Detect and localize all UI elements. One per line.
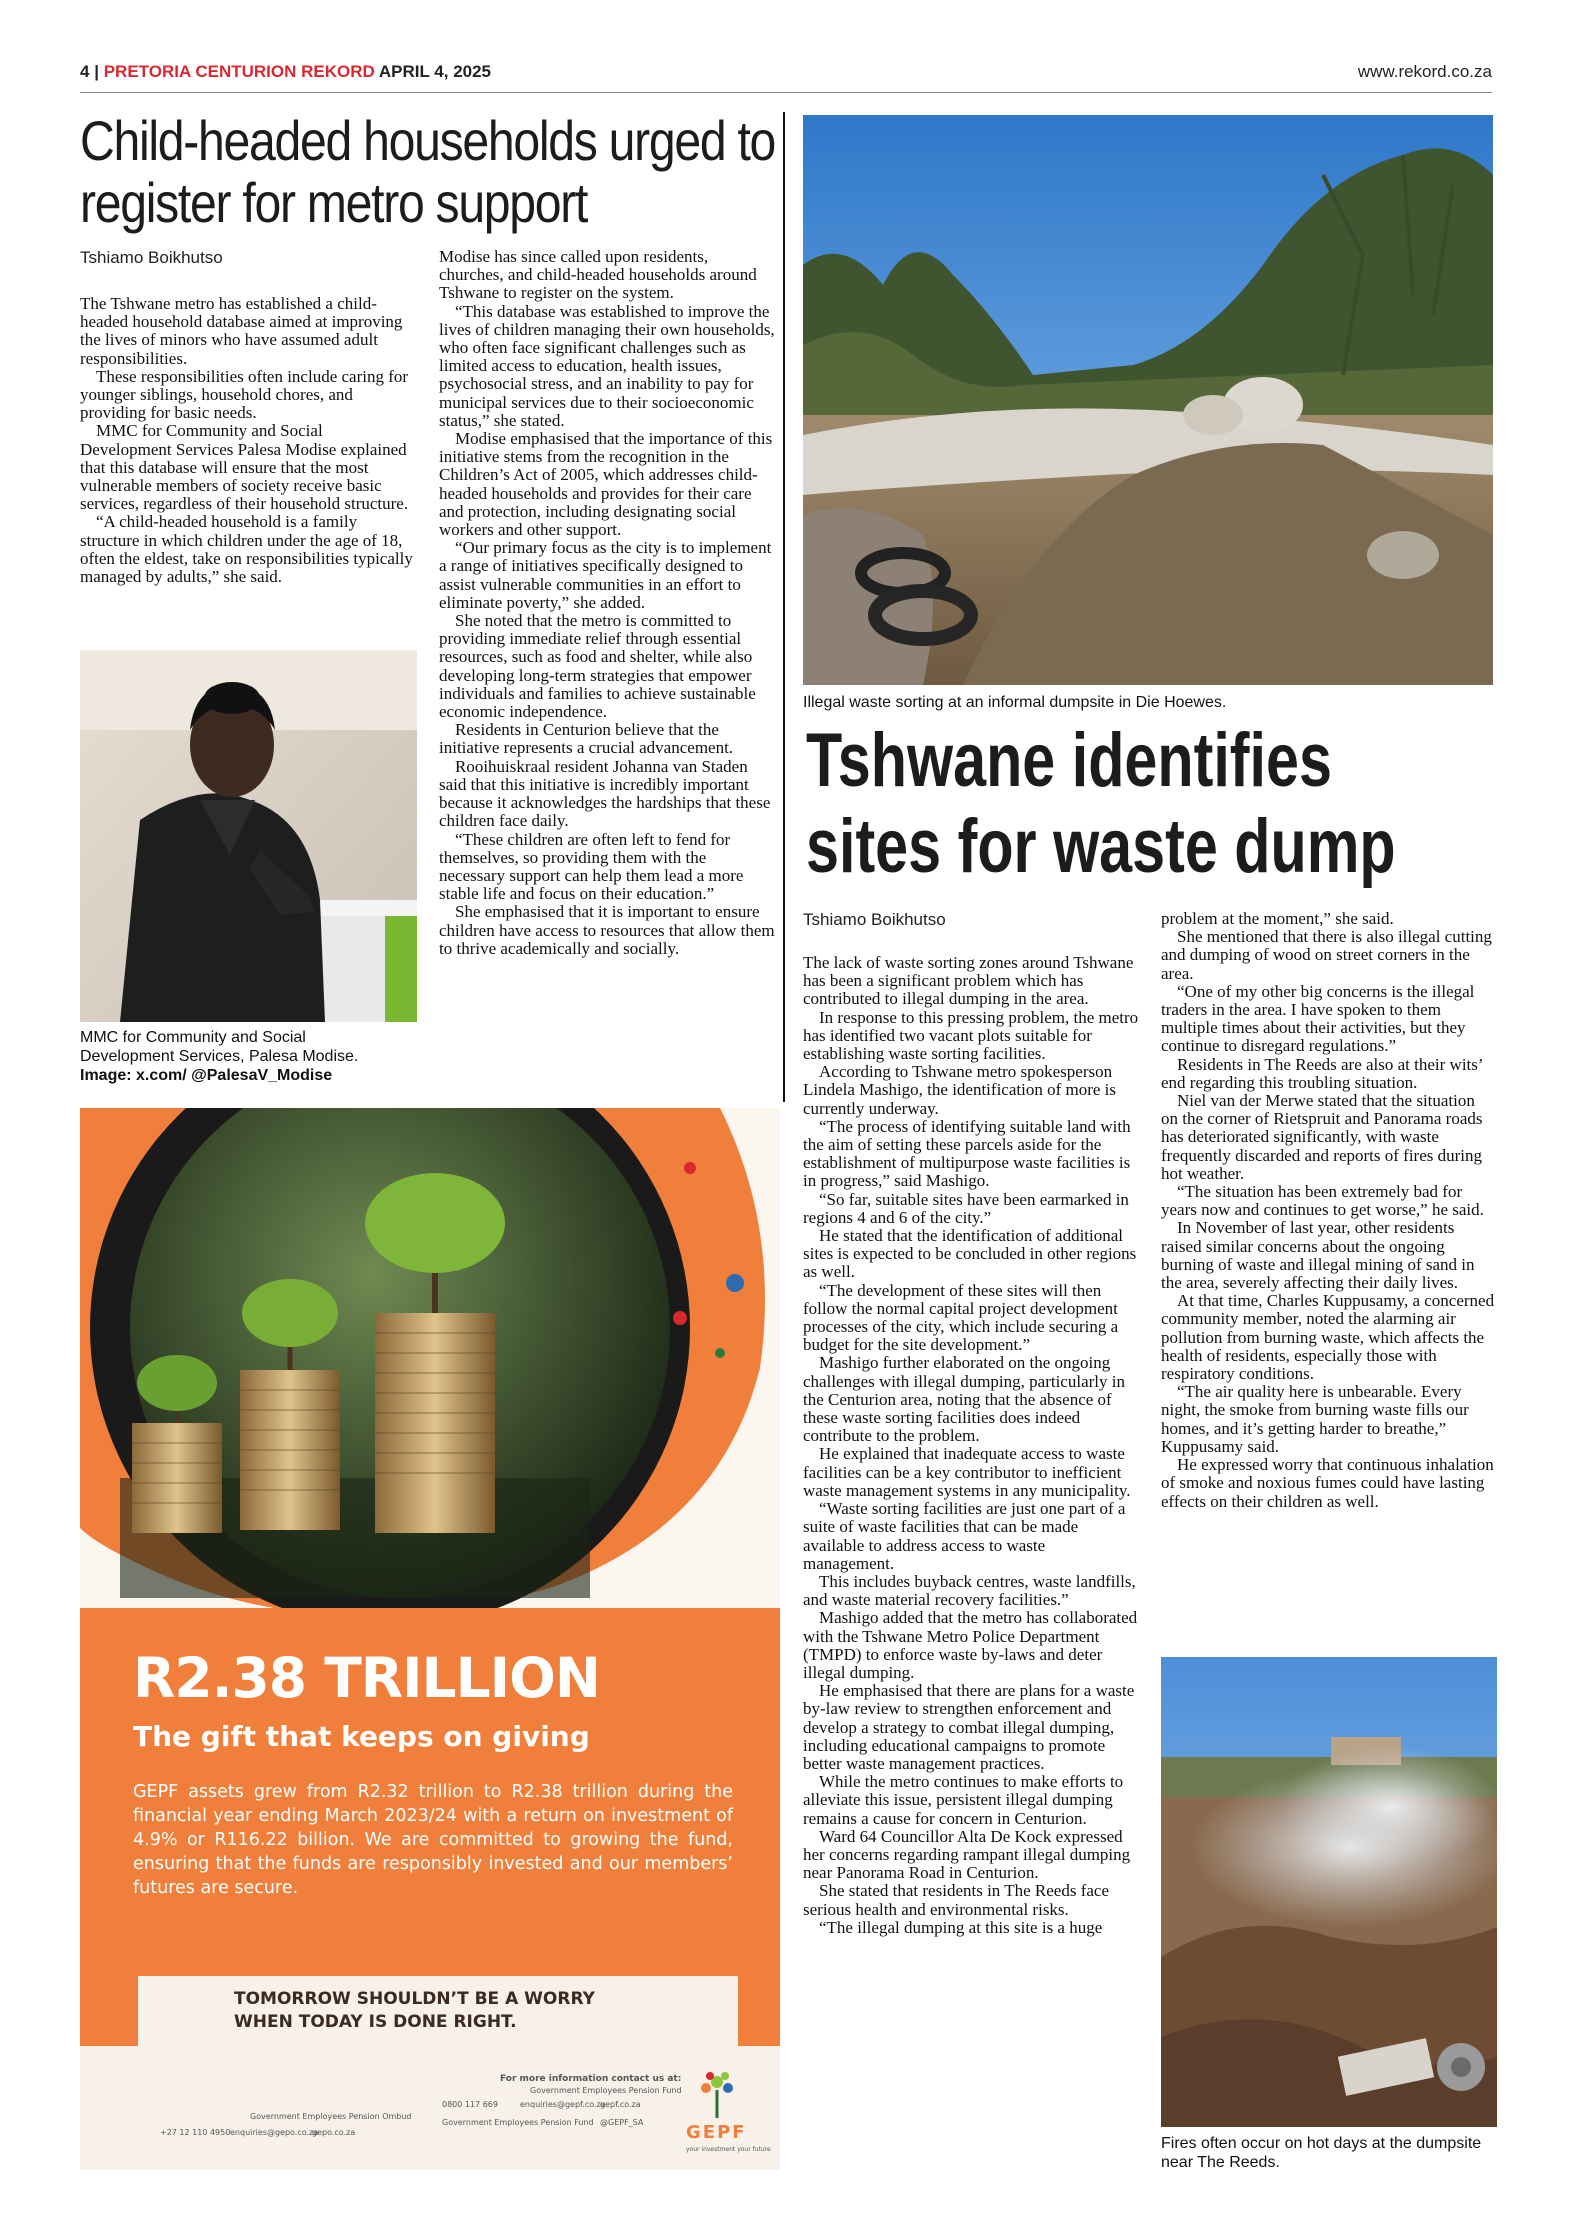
phone-left[interactable]: +27 12 110 4950 (160, 2128, 231, 2137)
fire-dumpsite-photo (1161, 1657, 1497, 2127)
issue-date: APRIL 4, 2025 (378, 62, 492, 81)
website-url[interactable]: www.rekord.co.za (1357, 62, 1492, 81)
dumpsite-photo-caption: Illegal waste sorting at an informal dumpsite in Die Hoewes. (803, 694, 1227, 711)
paragraph: He stated that the identification of additional sites is expected to be concluded in other regions as well. (803, 1226, 1137, 1282)
ad-headline: R2.38 TRILLION (133, 1646, 600, 1710)
gepf-advertisement[interactable] (80, 1108, 780, 2170)
ombud-name: Government Employees Pension Ombud (250, 2112, 412, 2121)
paragraph: Modise emphasised that the importance of this initiative stems from the recognition in the Children’s Act of 2005, which addresses child-headed households and provides for their care and protection, including designating social workers and other support. (439, 429, 773, 540)
facebook-handle[interactable]: Government Employees Pension Fund (442, 2118, 594, 2127)
column-divider (783, 112, 785, 1102)
paragraph: problem at the moment,” she said. (1161, 909, 1394, 928)
gepf-tagline: your investment your future (686, 2146, 771, 2153)
paragraph: He emphasised that there are plans for a waste by-law review to strengthen enforcement and develop a strategy to combat illegal dumping, including educational campaigns to promote better waste management practices. (803, 1681, 1135, 1773)
paragraph: “These children are often left to fend for themselves, so providing them with the necessary support can help them lead a more stable life and focus on their education.” (439, 829, 744, 904)
ad-contact-footer (80, 2046, 780, 2170)
paragraph: MMC for Community and Social Development Services Palesa Modise explained that this database will ensure that the most vulnerable members of society receive basic services, regardless of their household structure. (80, 421, 409, 514)
masthead-rule (80, 92, 1492, 93)
paragraph: “One of my other big concerns is the illegal traders in the area. I have spoken to them multiple times about their activities, but they continue to disregard regulations.” (1161, 981, 1475, 1056)
paragraph: The Tshwane metro has established a child-headed household database aimed at improving the lives of minors who have assumed adult responsibilities. (80, 294, 403, 368)
paragraph: Mashigo added that the metro has collaborated with the Tshwane Metro Police Department (TMPD) to enforce waste by-laws and deter illegal dumping. (803, 1608, 1138, 1682)
paragraph: He explained that inadequate access to waste facilities can be a key contributor to inefficient waste management systems in any municipality. (803, 1444, 1131, 1500)
social-handle[interactable]: @GEPF_SA (600, 2118, 644, 2127)
ad-body-text: GEPF assets grew from R2.32 trillion to R2.38 trillion during the financial year ending March 2023/24 with a return on investment of 4.9% or R116.22 billion. We are committed to growing the fund, ensuring that the funds are responsibly invested and our members’ futures are secure. (133, 1782, 733, 1898)
web-left[interactable]: gepo.co.za (312, 2128, 356, 2137)
headline-line: Tshwane identifies (806, 718, 1332, 803)
paragraph: “Our primary focus as the city is to implement a range of initiatives specifically designed to assist vulnerable communities in an effort to eliminate poverty,” she added. (439, 538, 772, 612)
paragraph: “This database was established to improve the lives of children managing their own households, who often face significant challenges such as limited access to education, health issues, psychosocial stress, and an inability to pay for municipal services due to their socioeconomic status,” she stated. (439, 301, 775, 430)
gepf-tree-icon (692, 2068, 742, 2118)
article2-headline (806, 718, 1508, 890)
paragraph: While the metro continues to make efforts to alleviate this issue, persistent illegal dumping remains a cause for concern in Centurion. (803, 1772, 1124, 1828)
paragraph: According to Tshwane metro spokesperson Lindela Mashigo, the identification of more is currently underway. (803, 1062, 1117, 1118)
caption-line: MMC for Community and Social (80, 1029, 306, 1046)
contact-org: Government Employees Pension Fund (530, 2086, 682, 2095)
paragraph: He expressed worry that continuous inhalation of smoke and noxious fumes could have lasting effects on their children as well. (1161, 1455, 1494, 1511)
paragraph: Rooihuiskraal resident Johanna van Staden said that this initiative is incredibly important because it acknowledges the hardships that these children face daily. (439, 756, 771, 831)
paragraph: “Waste sorting facilities are just one part of a suite of waste facilities that can be made available to address access to waste management. (803, 1499, 1126, 1573)
slogan-line: WHEN TODAY IS DONE RIGHT. (234, 2012, 517, 2032)
palesa-modise-photo (80, 650, 417, 1022)
paragraph: “The development of these sites will then follow the normal capital project development processes of the city, which include securing a budget for the site development.” (803, 1280, 1119, 1355)
article1-photo-caption (80, 1028, 420, 1085)
paragraph: Ward 64 Councillor Alta De Kock expressed her concerns regarding rampant illegal dumping near Panorama Road in Centurion. (803, 1826, 1131, 1883)
paragraph: Residents in Centurion believe that the initiative represents a crucial advancement. (439, 720, 734, 758)
dumpsite-photo (803, 115, 1493, 685)
email-right[interactable]: enquiries@gepf.co.za (520, 2100, 606, 2109)
page-number: 4 (80, 62, 90, 81)
paragraph: She mentioned that there is also illegal cutting and dumping of wood on street corners in the area. (1161, 927, 1492, 983)
email-left[interactable]: enquiries@gepo.co.za (230, 2128, 319, 2137)
phone-right[interactable]: 0800 117 669 (442, 2100, 498, 2109)
ad-image-area (80, 1108, 780, 1608)
paragraph: She stated that residents in The Reeds face serious health and environmental risks. (803, 1881, 1110, 1919)
gepf-logo-text: GEPF (686, 2122, 747, 2143)
page-folio (80, 62, 491, 82)
slogan-line: TOMORROW SHOULDN’T BE A WORRY (234, 1989, 595, 2009)
fire-photo-caption: Fires often occur on hot days at the dumpsite near The Reeds. (1161, 2135, 1482, 2171)
paragraph: “The illegal dumping at this site is a huge (819, 1917, 1103, 1937)
article2-byline: Tshiamo Boikhutso (803, 910, 946, 929)
article1-column-2 (439, 248, 775, 958)
paragraph: She emphasised that it is important to ensure children have access to resources that allow them to thrive academically and socially. (439, 902, 775, 958)
paragraph: In response to this pressing problem, the metro has identified two vacant plots suitable for establishing waste sorting facilities. (803, 1007, 1139, 1064)
paragraph: This includes buyback centres, waste landfills, and waste material recovery facilities.” (803, 1571, 1136, 1610)
paragraph: Mashigo further elaborated on the ongoing challenges with illegal dumping, particularly in the Centurion area, noting that the absence of these waste sorting facilities does indeed contribute to the problem. (803, 1353, 1125, 1446)
article1-headline: Child-headed households urged to register for metro support (80, 109, 776, 234)
article2-column-2 (1161, 910, 1495, 1511)
paragraph: She noted that the metro is committed to providing immediate relief through essential resources, such as food and shelter, while also developing long-term strategies that empower individuals and families to achieve sustainable economic independence. (439, 611, 756, 722)
paragraph: “So far, suitable sites have been earmarked in regions 4 and 6 of the city.” (803, 1189, 1129, 1227)
ad-slogan-banner (138, 1976, 738, 2046)
paragraph: “The situation has been extremely bad for years now and continues to get worse,” he said. (1161, 1182, 1484, 1220)
paragraph: “The process of identifying suitable land with the aim of setting these parcels aside for the establishment of multipurpose waste facilities is in progress,” said Mashigo. (803, 1116, 1131, 1191)
web-right[interactable]: gepf.co.za (600, 2100, 641, 2109)
paragraph: At that time, Charles Kuppusamy, a concerned community member, noted the alarming air pollution from burning waste, which affects the health of residents, especially those with respiratory conditions. (1161, 1291, 1495, 1384)
article2-column-1 (803, 954, 1139, 1937)
article1-column-1 (80, 295, 414, 586)
paragraph: In November of last year, other residents raised similar concerns about the ongoing burning of waste and illegal mining of sand in the area, severely affecting their daily lives. (1161, 1218, 1475, 1293)
paragraph: “A child-headed household is a family structure in which children under the age of 18, often the eldest, take on responsibilities typically managed by adults,” she said. (80, 512, 413, 587)
caption-credit: Image: x.com/ @PalesaV_Modise (80, 1067, 333, 1084)
paragraph: These responsibilities often include caring for younger siblings, household chores, and providing for basic needs. (80, 366, 409, 423)
paragraph: Modise has since called upon residents, churches, and child-headed households around Tshwane to register on the system. (439, 247, 757, 303)
caption-line: Development Services, Palesa Modise. (80, 1048, 359, 1065)
paragraph: Residents in The Reeds are also at their wits’ end regarding this troubling situation. (1161, 1054, 1483, 1092)
paragraph: The lack of waste sorting zones around Tshwane has been a significant problem which has contributed to illegal dumping in the area. (803, 953, 1134, 1009)
paragraph: “The air quality here is unbearable. Every night, the smoke from burning waste fills our homes, and it’s getting harder to breathe,” Kuppusamy said. (1161, 1382, 1469, 1456)
paragraph: Niel van der Merwe stated that the situation on the corner of Rietspruit and Panorama roads has deteriorated significantly, with waste frequently discarded and reports of fires during hot weather. (1161, 1091, 1483, 1183)
headline-line: sites for waste dump (806, 804, 1396, 889)
ad-subhead: The gift that keeps on giving (133, 1720, 590, 1753)
contact-heading: For more information contact us at: (500, 2074, 682, 2084)
folio-separator: | (94, 62, 99, 81)
article1-byline: Tshiamo Boikhutso (80, 248, 223, 267)
publication-name: PRETORIA CENTURION REKORD (103, 62, 375, 81)
